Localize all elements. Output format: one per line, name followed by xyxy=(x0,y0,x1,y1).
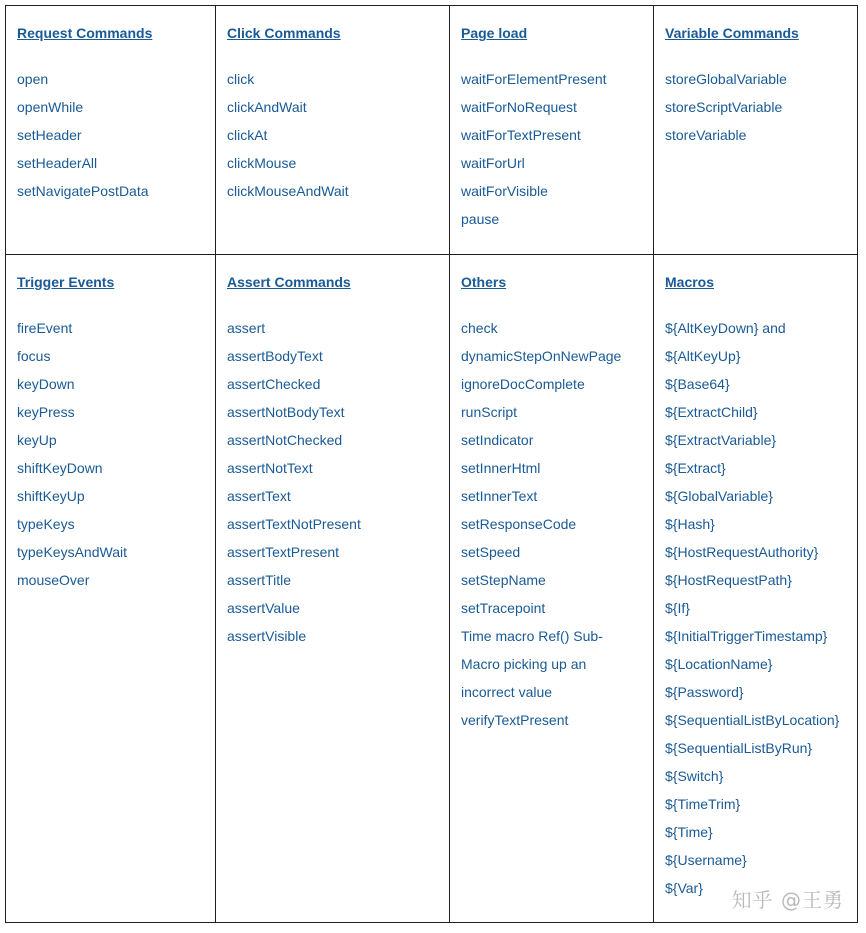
command-link[interactable]: clickAndWait xyxy=(227,99,307,115)
command-link[interactable]: shiftKeyDown xyxy=(17,460,103,476)
command-link[interactable]: waitForUrl xyxy=(461,155,525,171)
command-link[interactable]: assertNotChecked xyxy=(227,432,343,448)
table-row xyxy=(6,6,858,255)
commands-table xyxy=(5,5,858,923)
command-link[interactable]: assertNotBodyText xyxy=(227,404,345,420)
command-link[interactable]: openWhile xyxy=(17,99,84,115)
command-link[interactable]: waitForNoRequest xyxy=(461,99,577,115)
command-link[interactable]: storeScriptVariable xyxy=(665,99,783,115)
page-load-heading[interactable]: Page load xyxy=(461,25,528,41)
command-link[interactable]: assertText xyxy=(227,488,291,504)
command-link[interactable]: ${HostRequestPath} xyxy=(665,572,792,588)
command-link[interactable]: check xyxy=(461,320,498,336)
click-commands-heading[interactable]: Click Commands xyxy=(227,25,341,41)
command-link[interactable]: storeVariable xyxy=(665,127,747,143)
assert-commands-heading[interactable]: Assert Commands xyxy=(227,274,351,290)
command-link[interactable]: assertVisible xyxy=(227,628,307,644)
command-link[interactable]: setStepName xyxy=(461,572,546,588)
request-commands-heading[interactable]: Request Commands xyxy=(17,25,153,41)
command-link[interactable]: dynamicStepOnNewPage xyxy=(461,348,622,364)
macros-heading[interactable]: Macros xyxy=(665,274,715,290)
command-link[interactable]: assertBodyText xyxy=(227,348,323,364)
command-link[interactable]: keyUp xyxy=(17,432,57,448)
command-link[interactable]: ${Extract} xyxy=(665,460,726,476)
macros-cell xyxy=(654,255,858,923)
command-link[interactable]: ${Time} xyxy=(665,824,713,840)
command-link[interactable]: verifyTextPresent xyxy=(461,712,569,728)
command-link[interactable]: ${ExtractChild} xyxy=(665,404,758,420)
trigger-events-heading[interactable]: Trigger Events xyxy=(17,274,115,290)
command-link[interactable]: setNavigatePostData xyxy=(17,183,149,199)
command-link[interactable]: assertChecked xyxy=(227,376,321,392)
command-link[interactable]: typeKeysAndWait xyxy=(17,544,127,560)
trigger-events-cell xyxy=(6,255,216,923)
command-link[interactable]: ${GlobalVariable} xyxy=(665,488,773,504)
command-link[interactable]: setResponseCode xyxy=(461,516,577,532)
command-link[interactable]: assertTitle xyxy=(227,572,292,588)
command-link[interactable]: ${SequentialListByLocation} xyxy=(665,712,840,728)
command-link[interactable]: waitForTextPresent xyxy=(461,127,581,143)
command-link[interactable]: keyPress xyxy=(17,404,75,420)
variable-commands-heading[interactable]: Variable Commands xyxy=(665,25,799,41)
command-link[interactable]: ${ExtractVariable} xyxy=(665,432,777,448)
command-link[interactable]: ${AltKeyDown} and xyxy=(665,320,786,336)
command-link[interactable]: waitForVisible xyxy=(461,183,548,199)
command-link[interactable]: clickMouse xyxy=(227,155,297,171)
click-commands-cell xyxy=(216,6,450,255)
command-link[interactable]: ${Password} xyxy=(665,684,744,700)
command-link[interactable]: storeGlobalVariable xyxy=(665,71,787,87)
command-link[interactable]: setInnerText xyxy=(461,488,538,504)
variable-commands-cell xyxy=(654,6,858,255)
page-load-list xyxy=(461,65,653,233)
command-link[interactable]: assertValue xyxy=(227,600,300,616)
command-link[interactable]: setIndicator xyxy=(461,432,534,448)
click-commands-list xyxy=(227,65,449,205)
command-link[interactable]: ${HostRequestAuthority} xyxy=(665,544,819,560)
command-link[interactable]: focus xyxy=(17,348,51,364)
command-link[interactable]: ${Hash} xyxy=(665,516,715,532)
command-link[interactable]: clickMouseAndWait xyxy=(227,183,349,199)
command-link[interactable]: ${Var} xyxy=(665,880,703,896)
others-cell xyxy=(450,255,654,923)
request-commands-cell xyxy=(6,6,216,255)
command-link[interactable]: typeKeys xyxy=(17,516,75,532)
command-link[interactable]: Time macro Ref() Sub- xyxy=(461,628,603,644)
assert-commands-cell xyxy=(216,255,450,923)
command-link[interactable]: runScript xyxy=(461,404,518,420)
others-heading[interactable]: Others xyxy=(461,274,507,290)
command-link[interactable]: fireEvent xyxy=(17,320,73,336)
command-link[interactable]: ${InitialTriggerTimestamp} xyxy=(665,628,828,644)
variable-commands-list xyxy=(665,65,857,149)
command-link[interactable]: ${Base64} xyxy=(665,376,730,392)
command-link[interactable]: click xyxy=(227,71,255,87)
command-link[interactable]: assertTextNotPresent xyxy=(227,516,361,532)
command-link[interactable]: setHeader xyxy=(17,127,82,143)
macros-list xyxy=(665,314,857,902)
command-link[interactable]: ${AltKeyUp} xyxy=(665,348,741,364)
command-link[interactable]: pause xyxy=(461,211,500,227)
command-link[interactable]: shiftKeyUp xyxy=(17,488,85,504)
page-load-cell xyxy=(450,6,654,255)
table-row xyxy=(6,255,858,923)
command-link[interactable]: ${Username} xyxy=(665,852,747,868)
assert-commands-list xyxy=(227,314,449,650)
command-link[interactable]: ${TimeTrim} xyxy=(665,796,741,812)
command-link[interactable]: mouseOver xyxy=(17,572,90,588)
watermark: 知乎 @王勇 xyxy=(731,888,844,912)
command-link[interactable]: setSpeed xyxy=(461,544,521,560)
command-link[interactable]: keyDown xyxy=(17,376,75,392)
command-link[interactable]: ${SequentialListByRun} xyxy=(665,740,813,756)
command-link[interactable]: incorrect value xyxy=(461,684,553,700)
command-link[interactable]: ${If} xyxy=(665,600,690,616)
command-link[interactable]: setInnerHtml xyxy=(461,460,541,476)
command-link[interactable]: setHeaderAll xyxy=(17,155,98,171)
command-link[interactable]: clickAt xyxy=(227,127,268,143)
command-link[interactable]: assert xyxy=(227,320,266,336)
command-link[interactable]: assertNotText xyxy=(227,460,313,476)
command-link[interactable]: ignoreDocComplete xyxy=(461,376,585,392)
command-link[interactable]: assertTextPresent xyxy=(227,544,340,560)
command-link[interactable]: ${Switch} xyxy=(665,768,724,784)
others-list xyxy=(461,314,653,734)
command-link[interactable]: waitForElementPresent xyxy=(461,71,607,87)
command-link[interactable]: open xyxy=(17,71,49,87)
command-link[interactable]: setTracepoint xyxy=(461,600,546,616)
command-link[interactable]: Macro picking up an xyxy=(461,656,587,672)
trigger-events-list xyxy=(17,314,215,594)
command-link[interactable]: ${LocationName} xyxy=(665,656,773,672)
request-commands-list xyxy=(17,65,215,205)
